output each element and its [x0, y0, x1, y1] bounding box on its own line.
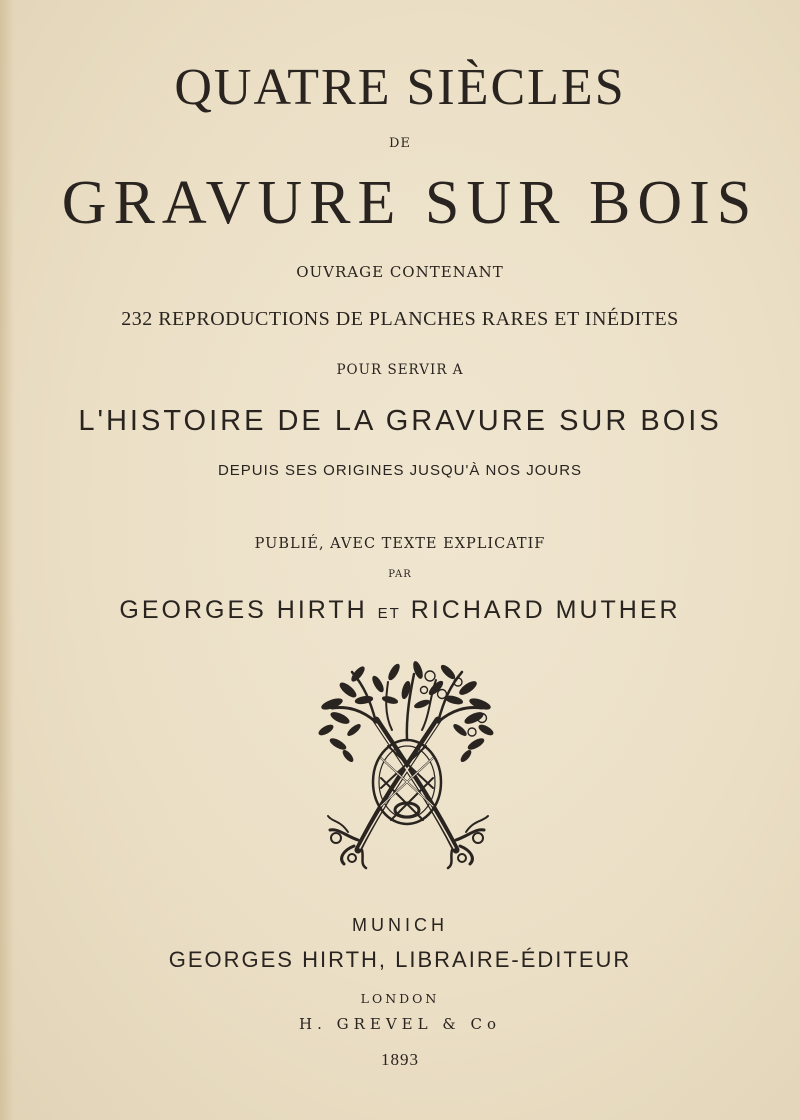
imprint-year: 1893 [381, 1050, 419, 1069]
authors-line [0, 596, 800, 625]
author-2: RICHARD MUTHER [410, 596, 681, 624]
author-conjunction: ET [377, 605, 401, 622]
imprint-city: MUNICH [352, 915, 448, 935]
publie-line: PUBLIÉ, AVEC TEXTE EXPLICATIF [254, 536, 546, 552]
subtitle-histoire: L'HISTOIRE DE LA GRAVURE SUR BOIS [78, 405, 722, 437]
title-line-2: GRAVURE SUR BOIS [61, 169, 759, 237]
subtitle-pour-servir: POUR SERVIR A [336, 362, 464, 378]
subtitle-reproductions: 232 REPRODUCTIONS DE PLANCHES RARES ET INÉDITES [121, 308, 679, 330]
author-1: GEORGES HIRTH [119, 596, 368, 624]
imprint-publisher: GEORGES HIRTH, LIBRAIRE-ÉDITEUR [168, 947, 632, 972]
imprint-agent: H. GREVEL & Co [299, 1015, 501, 1033]
printers-mark-tree-icon [318, 660, 496, 870]
imprint-london: LONDON [360, 991, 440, 1006]
par-line: PAR [388, 569, 412, 580]
title-connector: DE [389, 136, 411, 151]
title-line-1: QUATRE SIÈCLES [174, 59, 626, 116]
subtitle-ouvrage: OUVRAGE CONTENANT [296, 263, 504, 281]
subtitle-depuis: DEPUIS SES ORIGINES JUSQU'À NOS JOURS [217, 462, 583, 479]
